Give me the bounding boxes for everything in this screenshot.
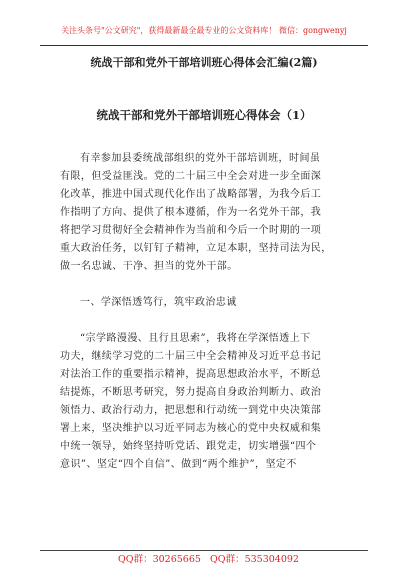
subsection-heading: 一、学深悟透笃行，筑牢政治忠诚 (80, 297, 237, 308)
paragraph-line: 意识”、坚定“四个自信”、做到“两个维护”，坚定不 (60, 459, 297, 470)
paragraph-line: 中统一领导，始终坚持听党话、跟党走，切实增强“四个 (60, 441, 317, 452)
paragraph-line: 作指明了方向、提供了根本遵循，作为一名党外干部，我 (60, 207, 322, 218)
paragraph-line: 有限，但受益匪浅。党的二十届三中全会对进一步全面深 (60, 171, 322, 182)
paragraph-line: “宗学路漫漫、且行且思索”，我将在学深悟透上下 (80, 333, 311, 344)
paragraph-line: 结提炼，不断思考研究，努力提高自身政治判断力、政治 (60, 387, 322, 398)
paragraph-line: 做一名忠诚、干净、担当的党外干部。 (60, 261, 238, 272)
paragraph-line: 重大政治任务，以钉钉子精神，立足本职，坚持司法为民， (60, 243, 332, 254)
paragraph-line: 对法治工作的重要指示精神，提高思想政治水平，不断总 (60, 369, 322, 380)
paragraph-line: 将把学习贯彻好全会精神作为当前和今后一个时期的一项 (60, 225, 322, 236)
header-banner: 关注头条号"公文研究"，获得最新最全最专业的公文资料库！ 微信：gongwenyj (61, 26, 347, 35)
footer-qq-group-2: QQ群：535304092 (210, 554, 299, 565)
section-heading: 统战干部和党外干部培训班心得体会（1） (96, 108, 312, 122)
paragraph-line: 功夫，继续学习党的二十届三中全会精神及习近平总书记 (60, 351, 322, 362)
footer-divider (40, 550, 368, 551)
header-divider (40, 45, 368, 46)
paragraph-line: 领悟力、政治行动力，把思想和行动统一到党中央决策部 (60, 405, 322, 416)
paragraph-line: 署上来，坚决维护以习近平同志为核心的党中央权威和集 (60, 423, 322, 434)
document-title: 统战干部和党外干部培训班心得体会汇编(2篇) (90, 56, 318, 69)
paragraph-line: 化改革，推进中国式现代化作出了战略部署，为我今后工 (60, 189, 322, 200)
footer-qq-group-1: QQ群：30265665 (118, 554, 201, 565)
paragraph-line: 有幸参加县委统战部组织的党外干部培训班，时间虽 (80, 153, 321, 164)
